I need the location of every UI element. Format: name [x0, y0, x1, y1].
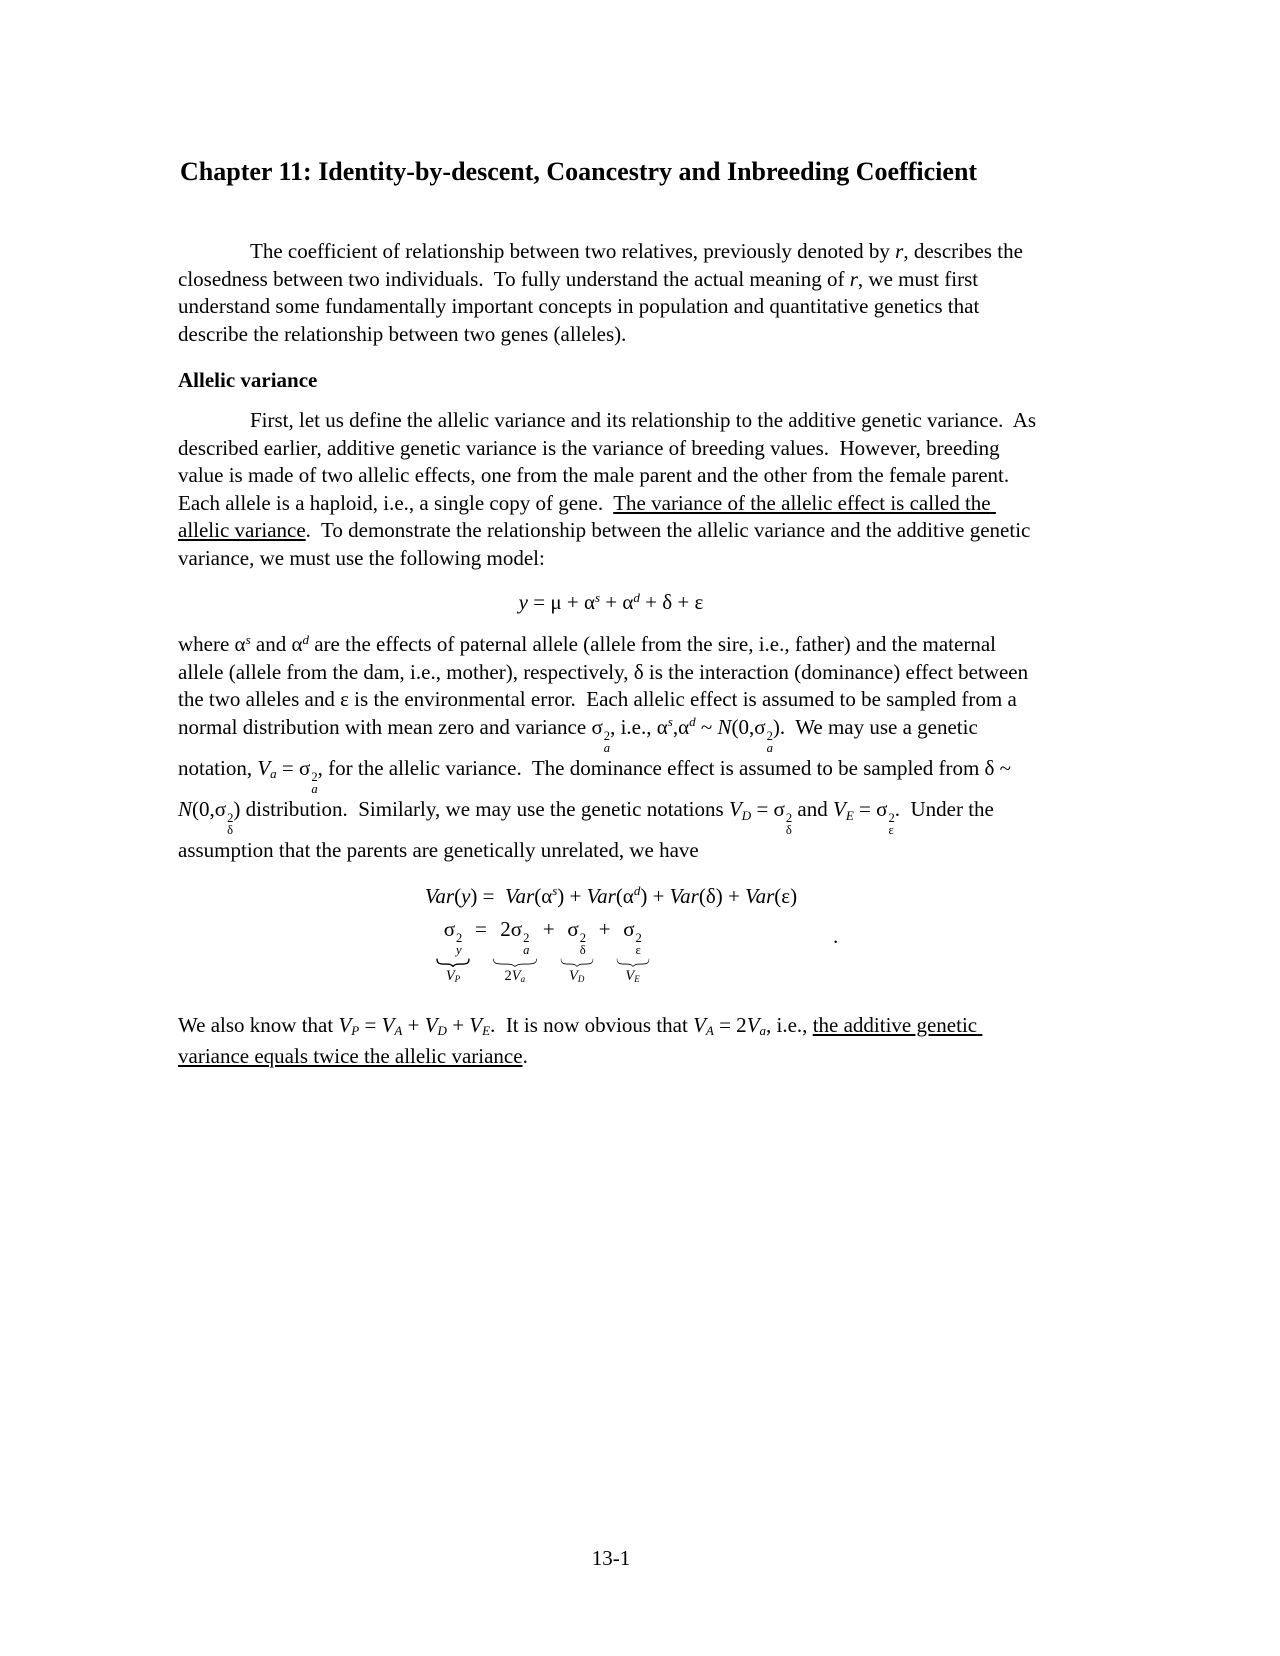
model-equation: $y = \mu + \alpha^s + \alpha^d + \delta + \varepsilon$ — [518, 589, 704, 614]
plus-sign: + — [542, 916, 555, 941]
paragraph-conclusion: We also know that $V_P = V_A + V_D + V_E$. It is now obvious that $V_A = 2V_a$, i.e., the additive genetic variance equals twice the allelic variance. — [178, 1012, 983, 1068]
underbrace-icon — [560, 958, 594, 967]
sentence-period: . — [833, 923, 839, 948]
section-heading-allelic-variance: Allelic variance — [178, 368, 318, 392]
variance-equation: $Var(y) = Var(\alpha^s) + Var(\alpha^d) + Var(\delta) + Var(\varepsilon)$ — [424, 883, 798, 908]
term-phenotypic-variance: σ 2 y $V_P$ — [436, 916, 470, 984]
variance-decomposition-equation — [178, 916, 1044, 994]
paragraph-allelic-variance: First, let us define the allelic variance and its relationship to the additive genetic variance. As described earlier, additive genetic variance is the variance of breeding values. However, breeding value is made of two allelic effects, one from the male parent and the other from the female parent. Each allele is a haploid, i.e., a single copy of gene. The variance of the allelic effect is called the allelic variance. To demonstrate the relationship between the allelic variance and the additive genetic variance, we must use the following model: — [178, 408, 1042, 570]
page-number: 13-1 — [591, 1546, 631, 1570]
term-dominance-variance: σ 2 δ $V_D$ — [560, 916, 594, 984]
decomposition-terms — [436, 916, 1044, 984]
plus-sign: + — [598, 916, 611, 941]
term-environmental-variance: σ 2 ε $V_E$ — [616, 916, 650, 984]
paragraph-intro: The coefficient of relationship between two relatives, previously denoted by r, describes the closedness between two individuals. To fully understand the actual meaning of r, we must first understand some fundamentally important concepts in population and quantitative genetics that describe the relationship between two genes (alleles). — [178, 239, 1029, 346]
paragraph-model-explanation: where $\alpha^s$ and $\alpha^d$ are the effects of paternal allele (allele from the sire, i.e., father) and the maternal allele (allele from the dam, i.e., mother), respectively, δ is the interaction (dominance) effect between the two alleles and ε is the environmental error. Each allelic effect is assumed to be sampled from a normal distribution with mean zero and variance σ 2 a , i.e., $\alpha^s,\alpha^d$ ~ N(0,σ 2 a ). We may use a genetic notation, $V_a = \sigma$ 2 a , for the allelic variance. The dominance effect is assumed to be sampled from δ ~ N(0,σ 2 δ ) distribution. Similarly, we may use the genetic notations $V_D = \sigma$ 2 δ and $V_E = \sigma$ 2 ε . Under the assumption that the parents are genetically unrelated, we have — [178, 631, 1034, 863]
chapter-title: Chapter 11: Identity-by-descent, Coancestry and Inbreeding Coefficient — [180, 157, 978, 186]
underbrace-icon — [436, 958, 470, 967]
underbrace-icon — [492, 958, 538, 967]
underbrace-icon — [616, 958, 650, 967]
page-content — [178, 0, 1044, 1072]
equals-sign: = — [475, 916, 487, 941]
term-additive-variance: 2σ 2 a $2V_a$ — [492, 916, 538, 984]
